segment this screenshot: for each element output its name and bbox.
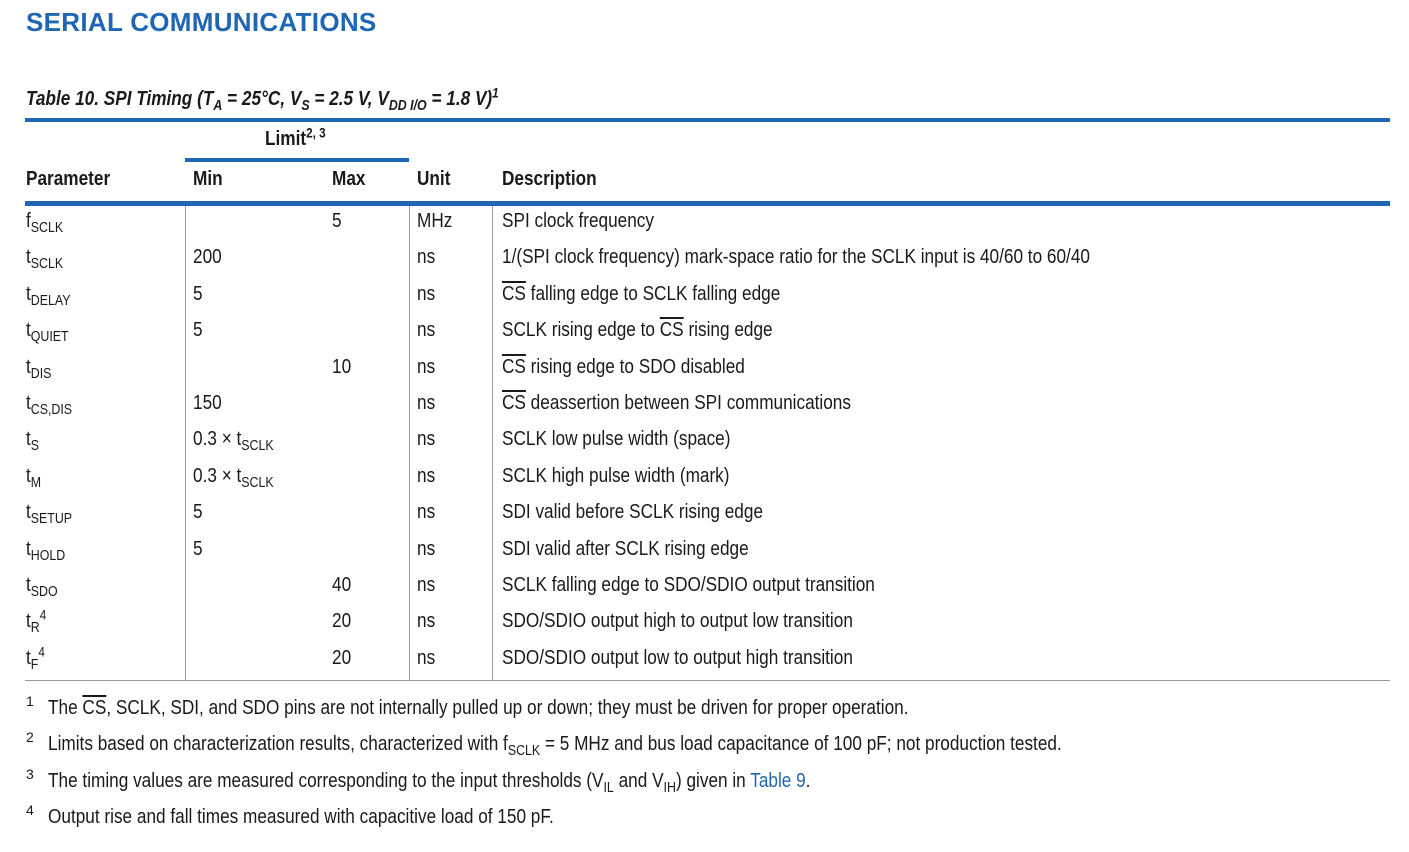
cell-max: 20	[332, 646, 352, 669]
cell-unit: ns	[417, 464, 436, 487]
table-bottom-rule	[25, 680, 1390, 681]
table-9-link[interactable]: Table 9	[750, 770, 806, 792]
table-row	[0, 644, 1409, 683]
cell-unit: ns	[417, 428, 436, 451]
table-row	[0, 246, 1409, 282]
table-row	[0, 501, 1409, 537]
header-max: Max	[332, 168, 366, 190]
cell-min: 5	[193, 537, 203, 560]
table-row	[0, 283, 1409, 319]
header-unit: Unit	[417, 168, 451, 190]
cell-min: 200	[193, 246, 222, 269]
cell-unit: ns	[417, 501, 436, 524]
cell-description: SCLK rising edge to $\overline{CS}$ rising edge	[502, 319, 773, 342]
cell-description: $\overline{CS}$ rising edge to SDO disabled	[502, 355, 745, 378]
cell-unit: ns	[417, 392, 436, 414]
cell-parameter: $t_F^4$	[26, 644, 45, 673]
cell-parameter: $t_{SDO}$	[26, 574, 58, 601]
cell-parameter: $t_R^4$	[26, 607, 47, 637]
table-header-rule	[25, 201, 1390, 206]
cell-parameter: $t_{QUIET}$	[26, 319, 69, 346]
cell-max: 20	[332, 610, 352, 633]
cell-min: $0.3 \times t_{SCLK}$	[193, 464, 274, 491]
cell-parameter: $t_{SETUP}$	[26, 501, 73, 528]
cell-min: 5	[193, 319, 203, 342]
cell-parameter: $f_{SCLK}$	[26, 210, 64, 237]
cell-min: $0.3 \times t_{SCLK}$	[193, 428, 274, 455]
cell-unit: ns	[417, 282, 436, 305]
table-row	[0, 574, 1409, 610]
cell-description: 1/(SPI clock frequency) mark-space ratio for the SCLK input is 40/60 to 60/40	[502, 246, 1090, 269]
table-row	[0, 210, 1409, 246]
cell-unit: ns	[417, 537, 436, 560]
cell-description: SDI valid after SCLK rising edge	[502, 537, 749, 560]
cell-unit: ns	[417, 319, 436, 342]
limit-header-rule	[185, 158, 409, 162]
table-row	[0, 428, 1409, 464]
table-row	[0, 356, 1409, 392]
table-top-rule	[25, 118, 1390, 122]
cell-parameter: $t_{DIS}$	[26, 355, 52, 382]
cell-description: SCLK falling edge to SDO/SDIO output transition	[502, 574, 875, 596]
cell-parameter: $t_M$	[26, 464, 42, 491]
cell-parameter: $t_S$	[26, 428, 40, 455]
cell-description: SCLK high pulse width (mark)	[502, 464, 730, 487]
header-min: Min	[193, 168, 223, 190]
section-title: SERIAL COMMUNICATIONS	[26, 7, 377, 37]
cell-unit: ns	[417, 610, 436, 633]
cell-description: SDI valid before SCLK rising edge	[502, 501, 764, 524]
cell-description: SDO/SDIO output high to output low transition	[502, 610, 853, 633]
cell-unit: ns	[417, 574, 436, 596]
cell-parameter: $t_{SCLK}$	[26, 246, 64, 273]
cell-min: 150	[193, 392, 222, 414]
table-caption: Table 10. SPI Timing ($T_A = 25^\circ C$, $V_S = 2.5$ V, $V_{DD I/O} = 1.8$ V)$^1$	[26, 85, 499, 115]
table-row	[0, 607, 1409, 646]
cell-description: SPI clock frequency	[502, 210, 655, 232]
cell-unit: ns	[417, 355, 436, 378]
cell-max: 10	[332, 355, 352, 378]
table-row	[0, 465, 1409, 501]
cell-description: $\overline{CS}$ falling edge to SCLK falling edge	[502, 282, 781, 305]
cell-max: 40	[332, 574, 352, 596]
cell-description: SCLK low pulse width (space)	[502, 428, 731, 451]
cell-parameter: $t_{CS,DIS}$	[26, 392, 73, 419]
cell-unit: ns	[417, 646, 436, 669]
cell-description: $\overline{CS}$ deassertion between SPI communications	[502, 392, 851, 414]
cell-min: 5	[193, 282, 203, 305]
cell-unit: ns	[417, 246, 436, 269]
header-parameter: Parameter	[26, 168, 111, 190]
table-row	[0, 538, 1409, 574]
limit-header: Limit$^{2, 3}$	[265, 125, 326, 150]
cell-parameter: $t_{DELAY}$	[26, 282, 71, 309]
cell-max: 5	[332, 210, 342, 232]
cell-min: 5	[193, 501, 203, 524]
cell-description: SDO/SDIO output low to output high transition	[502, 646, 853, 669]
table-row	[0, 392, 1409, 428]
table-row	[0, 319, 1409, 355]
cell-parameter: $t_{HOLD}$	[26, 537, 66, 564]
header-description: Description	[502, 168, 597, 190]
cell-unit: MHz	[417, 210, 453, 232]
